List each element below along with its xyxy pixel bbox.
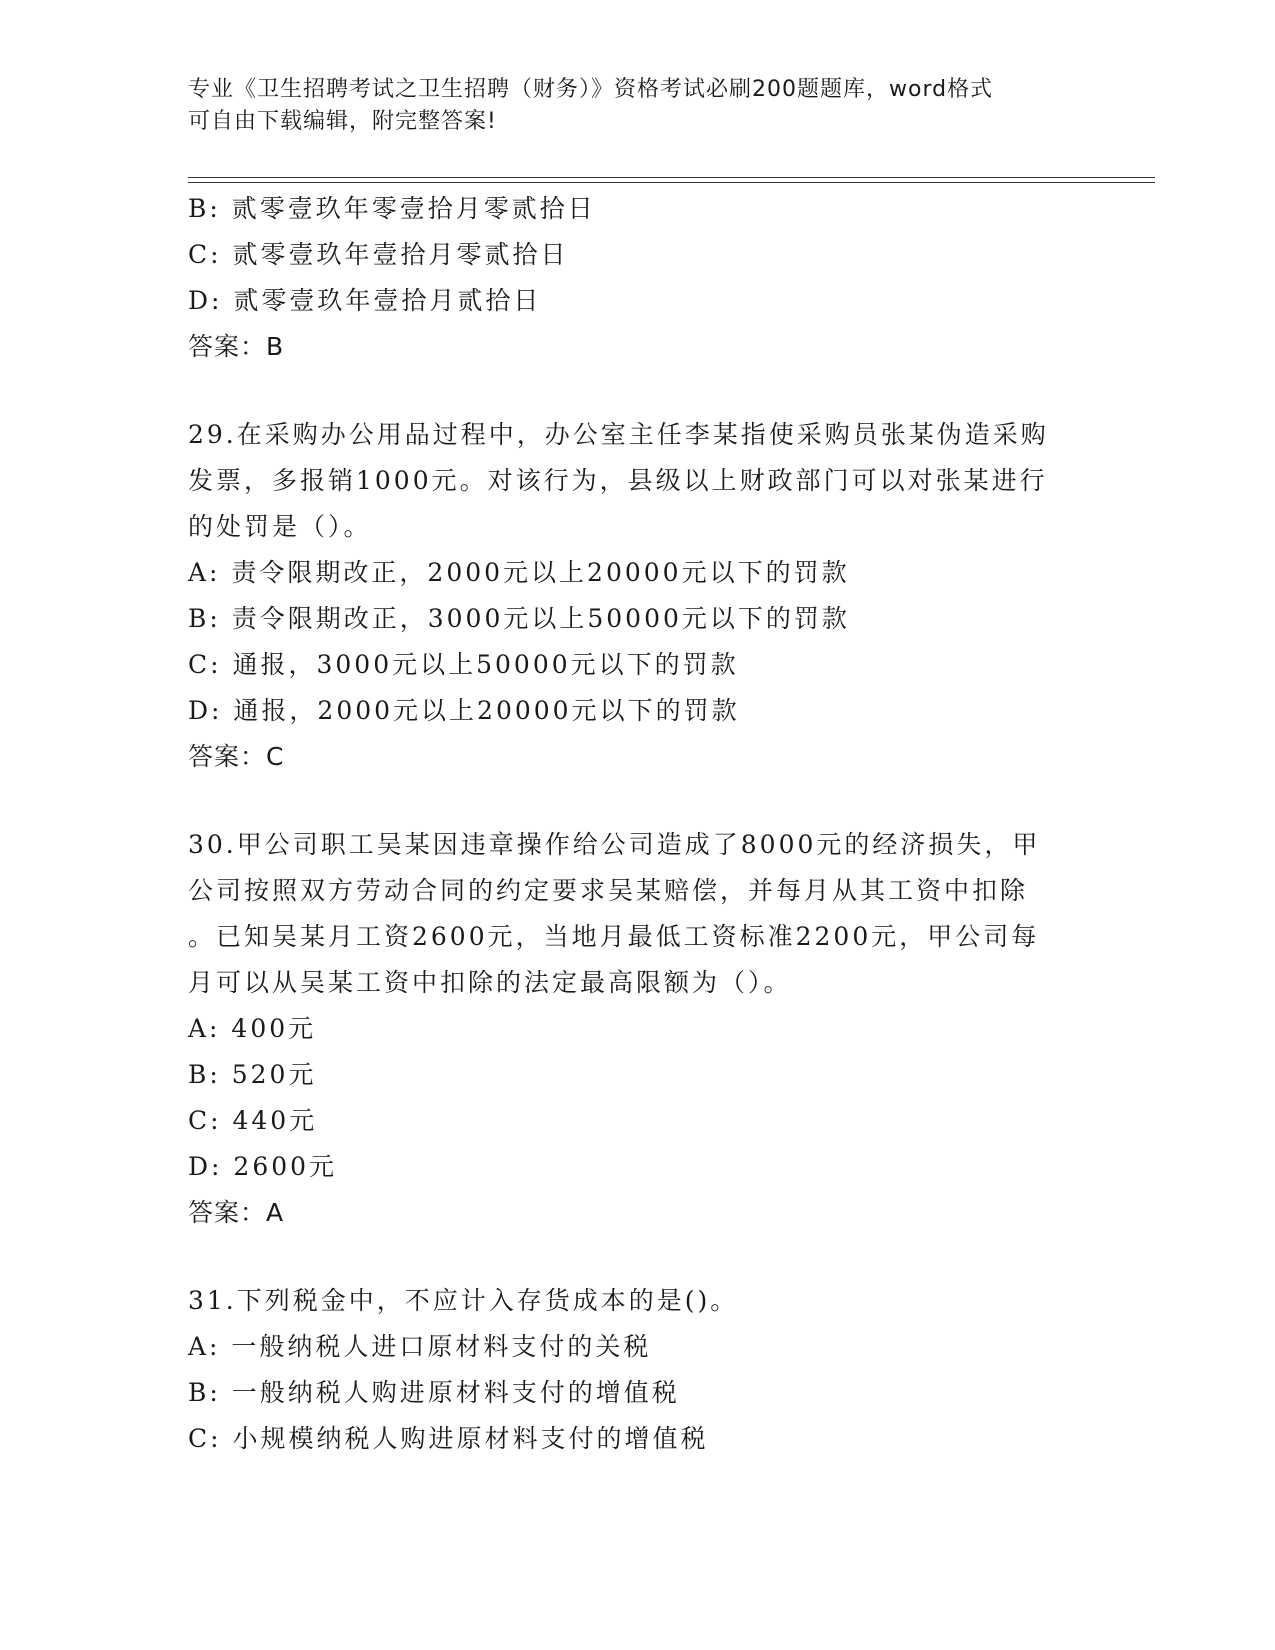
question-text: 发票，多报销1000元。对该行为，县级以上财政部门可以对张某进行: [188, 466, 1048, 495]
option-d: D: 通报，2000元以上20000元以下的罚款: [188, 696, 740, 725]
document-body: [188, 186, 1088, 1462]
option-d: D: 贰零壹玖年壹拾月贰拾日: [188, 286, 542, 315]
option-b: B: 520元: [188, 1060, 317, 1089]
answer: 答案：A: [188, 1198, 285, 1227]
answer: 答案：C: [188, 742, 285, 771]
document-header: [188, 74, 1088, 138]
answer: 答案：B: [188, 332, 285, 361]
question-text: 31.下列税金中，不应计入存货成本的是()。: [188, 1286, 739, 1315]
option-c: C: 小规模纳税人购进原材料支付的增值税: [188, 1424, 709, 1453]
option-c: C: 通报，3000元以上50000元以下的罚款: [188, 650, 739, 679]
header-divider-bottom: [188, 182, 1155, 183]
option-b: B: 贰零壹玖年零壹拾月零贰拾日: [188, 194, 596, 223]
question-text: 29.在采购办公用品过程中，办公室主任李某指使采购员张某伪造采购: [188, 420, 1049, 449]
option-a: A: 责令限期改正，2000元以上20000元以下的罚款: [188, 558, 850, 587]
question-29: [188, 412, 1088, 780]
header-line-1: 专业《卫生招聘考试之卫生招聘（财务）》资格考试必刷200题题库，word格式: [188, 77, 994, 102]
option-c: C: 440元: [188, 1106, 318, 1135]
option-b: B: 责令限期改正，3000元以上50000元以下的罚款: [188, 604, 850, 633]
question-30: [188, 822, 1088, 1236]
question-31: [188, 1278, 1088, 1462]
option-a: A: 400元: [188, 1014, 317, 1043]
question-text: 公司按照双方劳动合同的约定要求吴某赔偿，并每月从其工资中扣除: [188, 876, 1029, 905]
option-a: A: 一般纳税人进口原材料支付的关税: [188, 1332, 652, 1361]
question-text: 。已知吴某月工资2600元，当地月最低工资标准2200元，甲公司每: [188, 922, 1040, 951]
prev-question: [188, 186, 1088, 370]
option-b: B: 一般纳税人购进原材料支付的增值税: [188, 1378, 680, 1407]
option-d: D: 2600元: [188, 1152, 338, 1181]
option-c: C: 贰零壹玖年壹拾月零贰拾日: [188, 240, 569, 269]
question-text: 月可以从吴某工资中扣除的法定最高限额为（）。: [188, 968, 792, 997]
question-text: 的处罚是（）。: [188, 512, 372, 541]
question-text: 30.甲公司职工吴某因违章操作给公司造成了8000元的经济损失，甲: [188, 830, 1041, 859]
header-line-2: 可自由下载编辑，附完整答案!: [188, 109, 497, 134]
header-divider-top: [188, 177, 1155, 178]
